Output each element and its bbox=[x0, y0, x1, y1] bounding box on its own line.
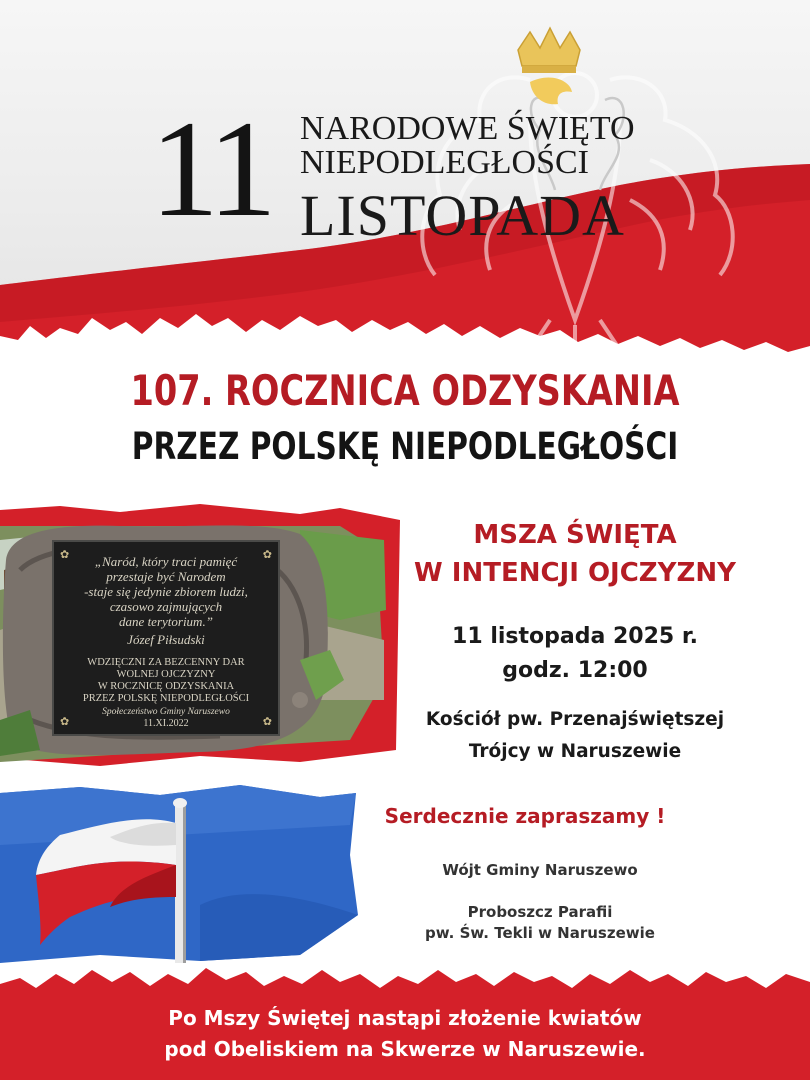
hero-banner bbox=[0, 0, 810, 370]
plaque-ornament-icon: ✿ bbox=[262, 549, 272, 561]
day-number: 11 bbox=[150, 92, 271, 245]
signatory-priest-line1: Proboszcz Parafii bbox=[467, 903, 613, 921]
footer-note-line2: pod Obeliskiem na Skwerze w Naruszewie. bbox=[164, 1037, 646, 1061]
location-line1: Kościół pw. Przenajświętszej bbox=[425, 709, 725, 730]
plaque-date: 11.XI.2022 bbox=[143, 718, 189, 729]
mass-title bbox=[360, 516, 790, 592]
signatory-parish-priest bbox=[360, 902, 720, 944]
anniversary-subheadline: PRZEZ POLSKĘ NIEPODLEGŁOŚCI bbox=[131, 425, 679, 468]
plaque-society: Społeczeństwo Gminy Naruszewo bbox=[102, 707, 230, 717]
holiday-name-line2: NIEPODLEGŁOŚCI bbox=[300, 144, 589, 181]
memorial-plaque bbox=[52, 540, 280, 736]
holiday-name-line1: NARODOWE ŚWIĘTO bbox=[300, 110, 635, 147]
plaque-ornament-icon: ✿ bbox=[60, 549, 70, 561]
mass-title-line2: W INTENCJI OJCZYZNY bbox=[414, 558, 736, 588]
mass-title-line1: MSZA ŚWIĘTA bbox=[473, 520, 677, 550]
plaque-ornament-icon: ✿ bbox=[262, 716, 272, 728]
footer-note bbox=[0, 1003, 810, 1065]
plaque-ornament-icon: ✿ bbox=[60, 716, 70, 728]
plaque-author: Józef Piłsudski bbox=[127, 632, 205, 647]
signatory-priest-line2: pw. Św. Tekli w Naruszewie bbox=[425, 924, 655, 942]
plaque-dedication: WDZIĘCZNI ZA BEZCENNY DAR WOLNEJ OJCZYZNY W ROCZNICĘ ODZYSKANIA PRZEZ POLSKĘ NIEPODLEGŁOŚCI bbox=[82, 657, 250, 704]
plaque-quote: „Naród, który traci pamięć przestaje być Narodem -staje się jedynie zbiorem ludzi, czasowo zajmujących dane terytorium.” bbox=[84, 554, 248, 629]
signatory-mayor: Wójt Gminy Naruszewo bbox=[442, 861, 638, 879]
mass-location bbox=[360, 704, 790, 768]
location-line2: Trójcy w Naruszewie bbox=[468, 741, 682, 762]
mass-date: 11 listopada 2025 r. bbox=[452, 624, 698, 649]
mass-datetime bbox=[360, 620, 790, 688]
mass-time: godz. 12:00 bbox=[502, 658, 648, 683]
month-name: LISTOPADA bbox=[300, 183, 625, 248]
invitation-text: Serdecznie zapraszamy ! bbox=[384, 804, 666, 828]
footer-note-line1: Po Mszy Świętej nastąpi złożenie kwiatów bbox=[168, 1006, 642, 1030]
crown-icon bbox=[518, 28, 580, 73]
flag-photo bbox=[0, 785, 360, 965]
anniversary-headline: 107. ROCZNICA ODZYSKANIA bbox=[130, 366, 680, 415]
